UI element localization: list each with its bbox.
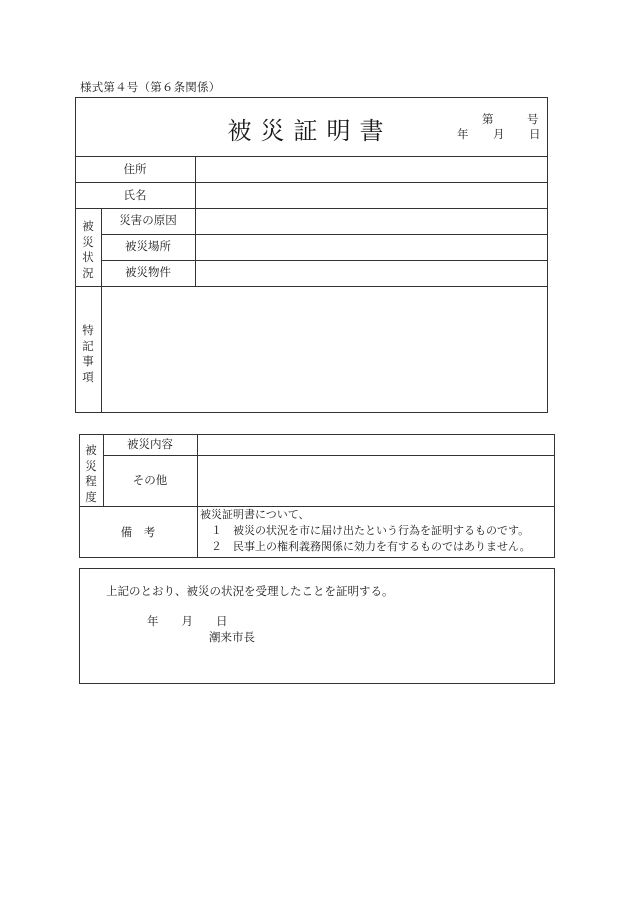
cause-label: 災害の原因 xyxy=(119,213,177,227)
date-day-label: 日 xyxy=(529,127,541,141)
notes-field[interactable] xyxy=(102,287,547,412)
remarks-line: 被災証明書について、 xyxy=(200,508,310,521)
date-month-label: 月 xyxy=(493,127,505,141)
other-field[interactable] xyxy=(198,456,554,506)
property-field[interactable] xyxy=(196,261,547,286)
degree-group-label: 被災程度 xyxy=(85,443,97,504)
property-label: 被災物件 xyxy=(125,265,171,279)
certification-statement: 上記のとおり、被災の状況を受理したことを証明する。 xyxy=(106,584,394,598)
notes-label: 特記事項 xyxy=(82,323,94,384)
remarks-label: 備 考 xyxy=(120,525,156,539)
location-field[interactable] xyxy=(196,235,547,260)
other-label: その他 xyxy=(132,473,168,487)
name-label: 氏名 xyxy=(123,188,147,202)
name-field[interactable] xyxy=(196,183,547,208)
number-prefix: 第 xyxy=(482,112,494,126)
situation-group-label: 被災状況 xyxy=(82,219,94,280)
document-title: 被災証明書 xyxy=(227,117,393,145)
number-suffix: 号 xyxy=(527,112,539,126)
address-label: 住所 xyxy=(123,162,147,176)
damage-content-label: 被災内容 xyxy=(127,437,173,451)
row-divider xyxy=(79,506,555,507)
remarks-line: ２ 民事上の権利義務関係に効力を有するものではありません。 xyxy=(200,540,531,553)
form-number-label: 様式第４号（第６条関係） xyxy=(80,80,221,94)
damage-content-field[interactable] xyxy=(198,435,554,455)
cause-field[interactable] xyxy=(196,209,547,234)
date-year-label: 年 xyxy=(457,127,469,141)
location-label: 被災場所 xyxy=(125,239,171,253)
remarks-line: １ 被災の状況を市に届け出たという行為を証明するものです。 xyxy=(200,524,530,537)
address-field[interactable] xyxy=(196,157,547,182)
certification-date: 年 月 日 xyxy=(147,614,228,628)
issuer-name: 潮来市長 xyxy=(209,630,255,644)
